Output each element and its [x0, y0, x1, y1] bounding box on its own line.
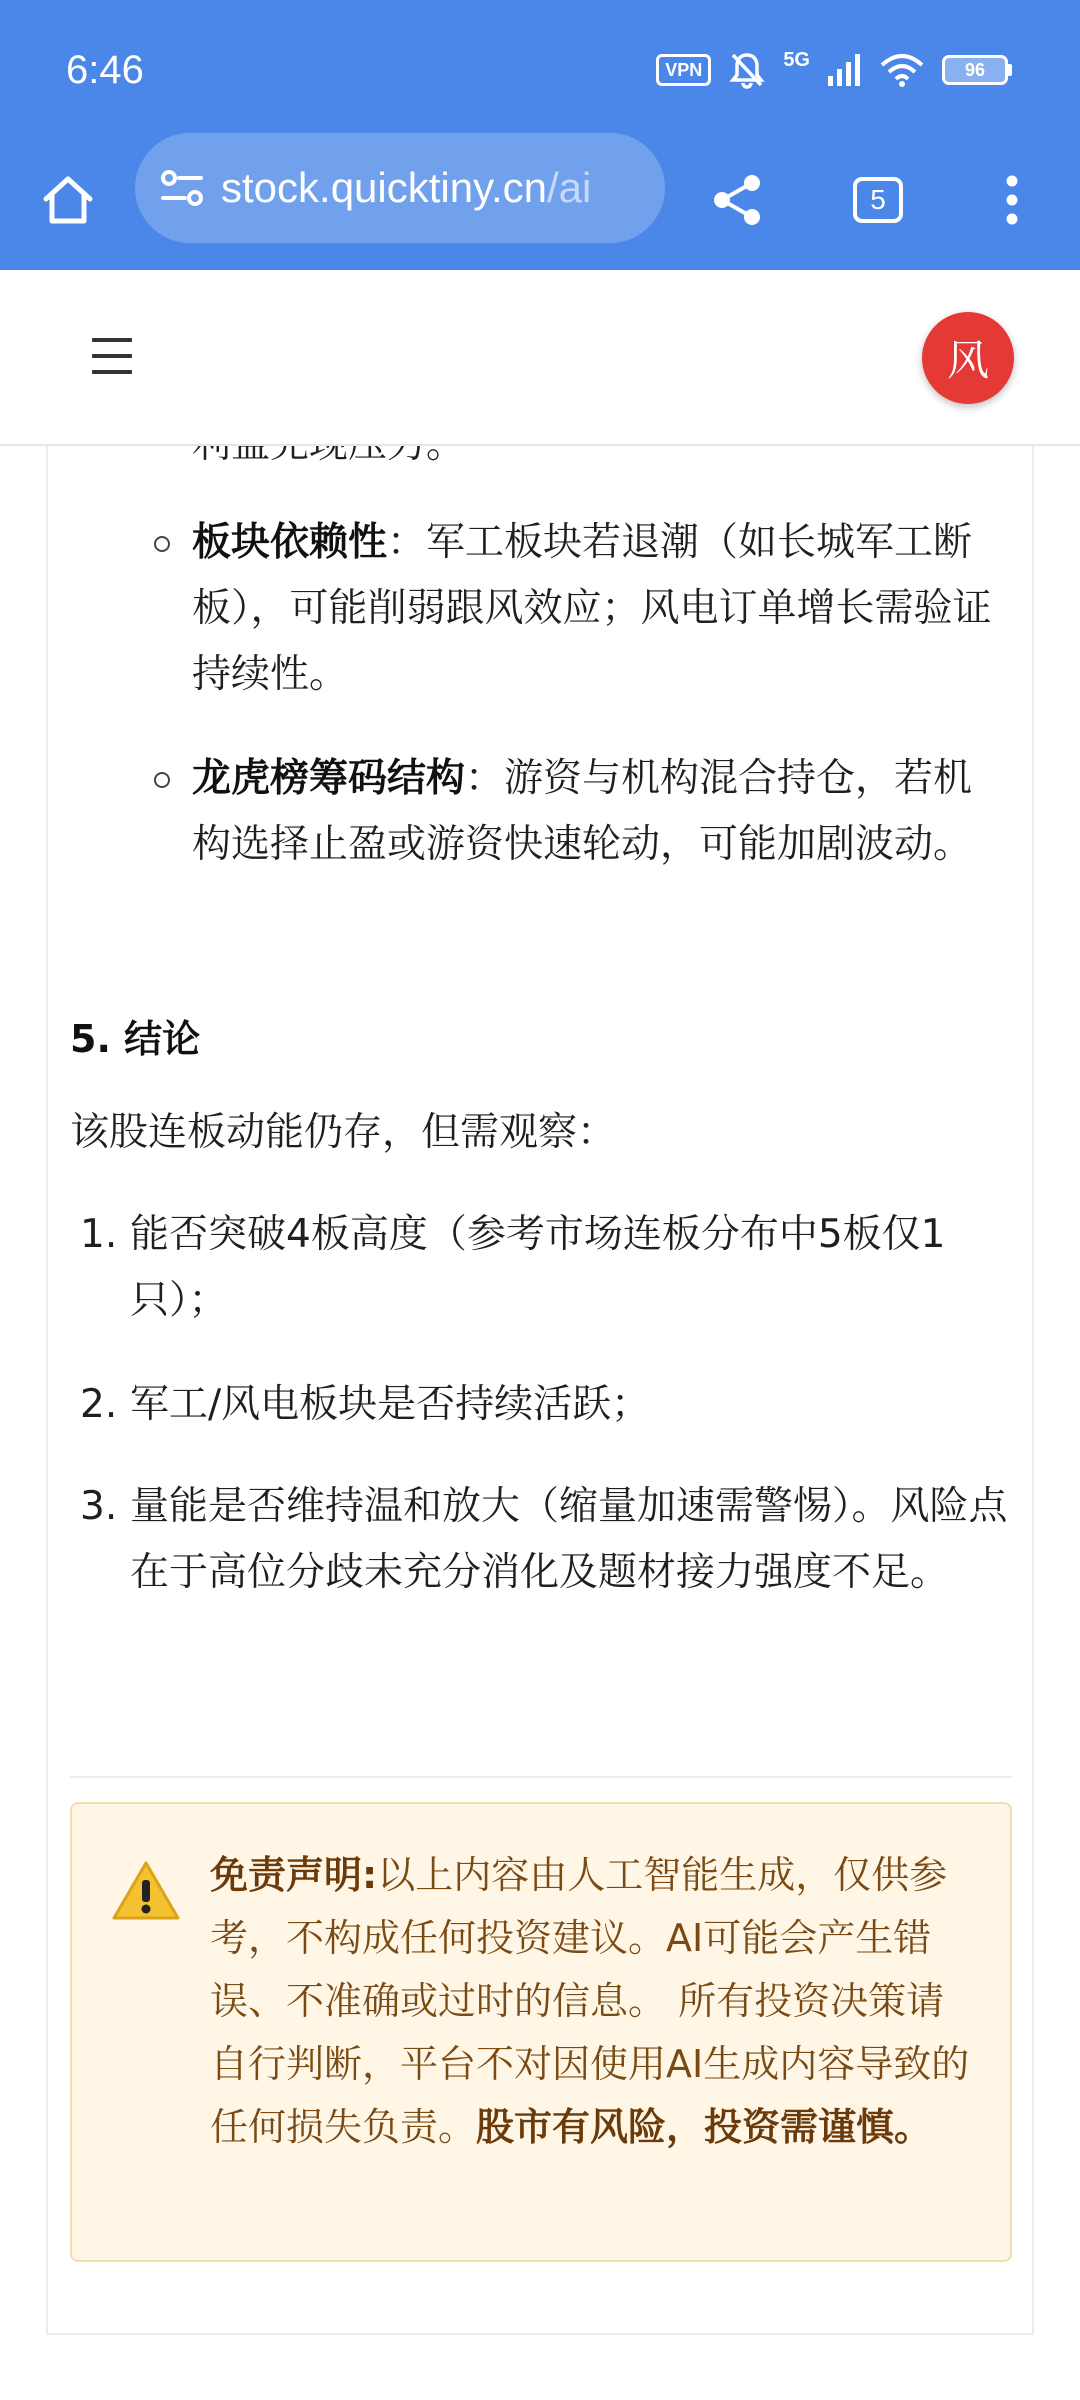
- warning-icon: [112, 1860, 180, 1922]
- battery-icon: [942, 55, 1012, 85]
- section-title: 5. 结论: [70, 1017, 201, 1061]
- browser-chrome: [0, 0, 1080, 270]
- list-item: 龙虎榜筹码结构：游资与机构混合持仓，若机构选择止盈或游资快速轮动，可能加剧波动。: [192, 756, 973, 867]
- item-title: 龙虎榜筹码结构: [192, 756, 466, 801]
- disclaimer-emphasis: 股市有风险，投资需谨慎。: [476, 2105, 933, 2149]
- browser-toolbar: [0, 130, 1080, 270]
- item-title: 板块依赖性: [192, 520, 388, 565]
- disclaimer-text: [210, 1844, 970, 2159]
- battery-level: 96: [942, 55, 1008, 85]
- address-bar[interactable]: [135, 133, 665, 243]
- list-number: 1.: [80, 1212, 118, 1257]
- divider: [70, 1776, 1012, 1778]
- vpn-icon: VPN: [656, 54, 711, 86]
- bullet-icon: [154, 536, 170, 552]
- bullet-icon: [154, 772, 170, 788]
- list-item: 板块依赖性：军工板块若退潮（如长城军工断板），可能削弱跟风效应；风电订单增长需验证持续性。: [192, 520, 992, 697]
- url-host: stock.quicktiny.cn: [221, 164, 548, 211]
- tab-switcher-icon[interactable]: [838, 160, 918, 240]
- site-header: [0, 270, 1080, 446]
- more-vert-icon[interactable]: [972, 160, 1052, 240]
- signal-icon: [828, 54, 862, 86]
- site-settings-icon[interactable]: [157, 163, 207, 213]
- list-number: 3.: [80, 1484, 118, 1529]
- disclaimer-body: 以上内容由人工智能生成，仅供参考，不构成任何投资建议。AI可能会产生错误、不准确或过时的信息。 所有投资决策请自行判断，平台不对因使用AI生成内容导致的任何损失负责。: [210, 1853, 970, 2149]
- home-icon[interactable]: [28, 160, 108, 240]
- item-text: 军工板块若退潮（如长城军工断板），可能削弱跟风效应；风电订单增长需验证持续性。: [192, 520, 992, 697]
- tab-count: 5: [853, 177, 903, 223]
- user-avatar[interactable]: 风: [922, 312, 1014, 404]
- url-path: /ai: [547, 164, 592, 211]
- item-text: 游资与机构混合持仓，若机构选择止盈或游资快速轮动，可能加剧波动。: [192, 756, 973, 867]
- wifi-icon: [880, 53, 924, 87]
- menu-icon[interactable]: [92, 338, 132, 374]
- bell-off-icon: [729, 51, 765, 89]
- disclaimer-box: [70, 1802, 1012, 2262]
- share-icon[interactable]: [697, 160, 777, 240]
- status-time: 6:46: [66, 48, 144, 92]
- list-item: 军工/风电板块是否持续活跃；: [130, 1382, 651, 1427]
- intro-text: 该股连板动能仍存，但需观察：: [70, 1110, 617, 1155]
- network-type: 5G: [783, 48, 810, 71]
- status-bar: [0, 0, 1080, 130]
- disclaimer-label: 免责声明:: [210, 1853, 378, 1897]
- list-number: 2.: [80, 1382, 118, 1427]
- url-text: [221, 164, 591, 212]
- status-icons: [656, 48, 1012, 92]
- list-item: 能否突破4板高度（参考市场连板分布中5板仅1只）；: [130, 1212, 946, 1323]
- list-item: 量能是否维持温和放大（缩量加速需警惕）。风险点在于高位分歧未充分消化及题材接力强度不足。: [130, 1484, 1008, 1595]
